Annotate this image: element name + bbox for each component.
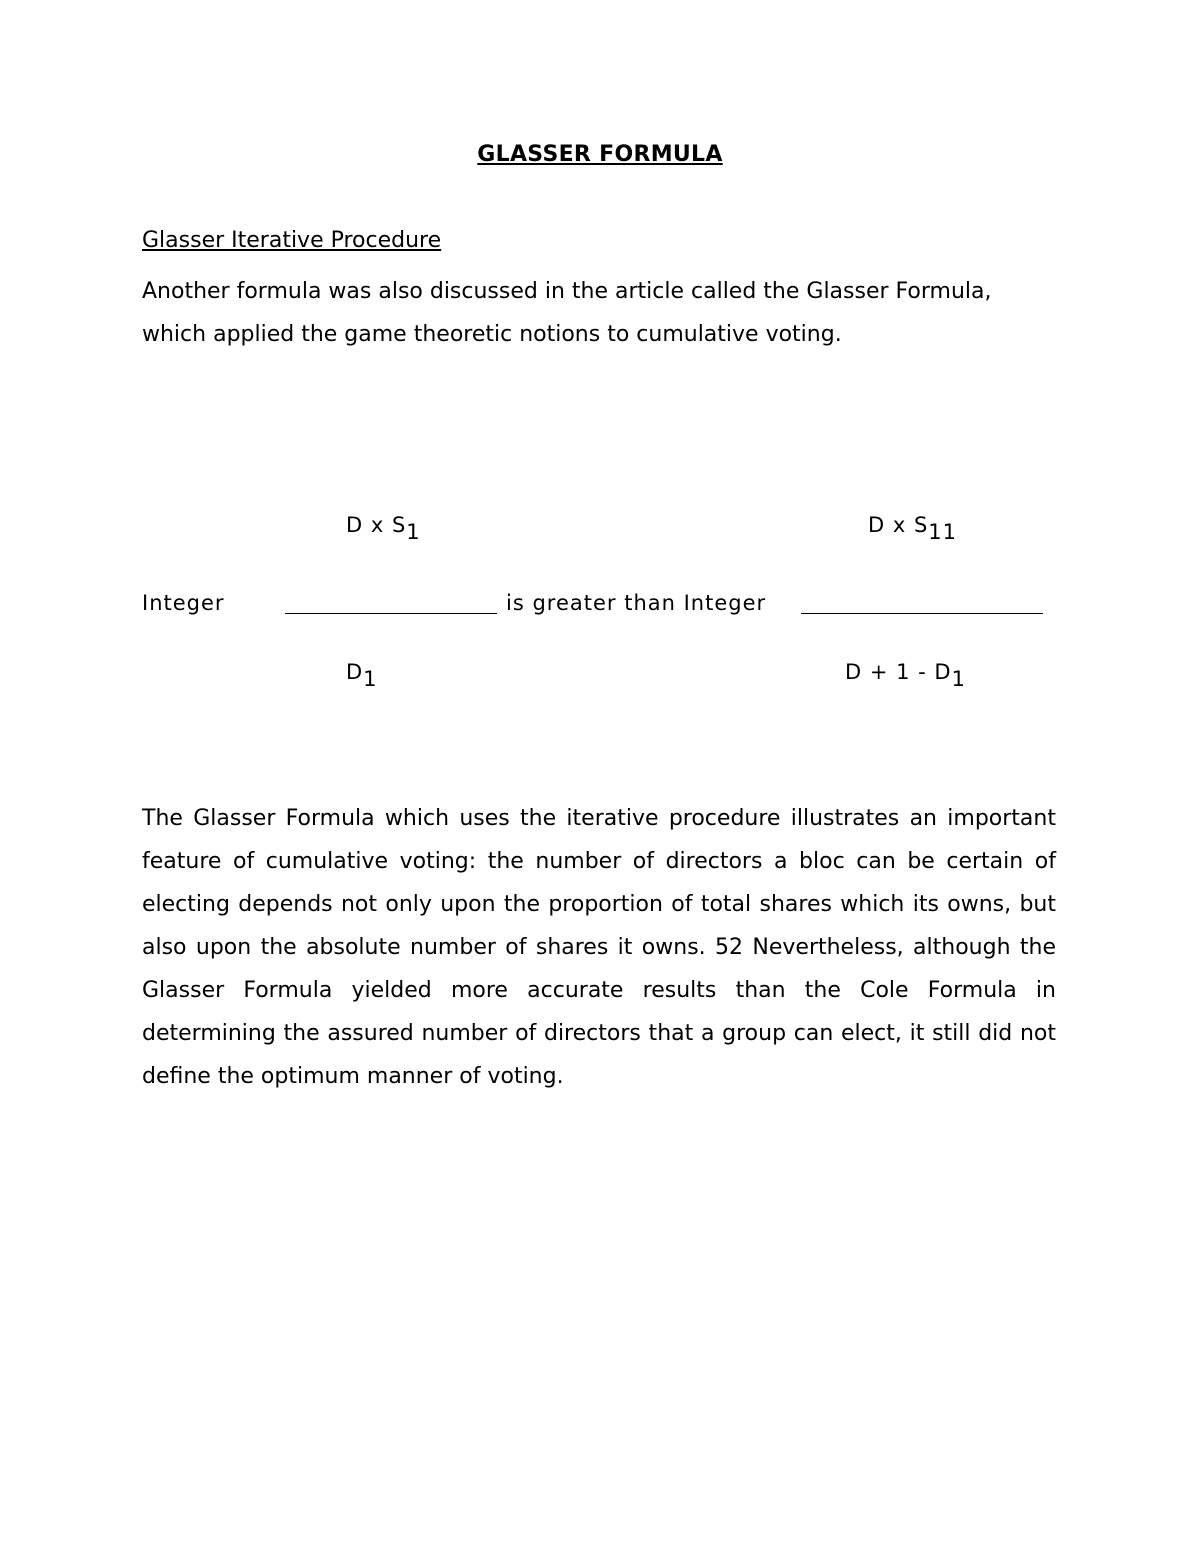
right-numerator: D x $S_{11}$ xyxy=(868,513,958,544)
integer-label: Integer xyxy=(142,591,225,615)
comparison-text: is greater than Integer xyxy=(506,591,767,615)
section-subheading: Glasser Iterative Procedure xyxy=(142,228,442,253)
right-denominator: $D + 1 - D_1$ xyxy=(845,660,966,691)
right-fraction-bar xyxy=(801,613,1043,614)
body-paragraph: The Glasser Formula which uses the iterative procedure illustrates an important feature of cumulative voting: the number of directors a bloc can be certain of electing depends not only upon the proportion of total shares which its owns, but also upon the absolute number of shares it owns. 52 Nevertheless, although the Glasser Formula yielded more accurate results than the Cole Formula in determining the assured number of directors that a group can elect, it still did not define the optimum manner of voting. xyxy=(142,806,1056,1089)
left-fraction-bar xyxy=(285,613,497,614)
left-denominator: $D_1$ xyxy=(346,660,378,691)
left-numerator: D x $S_1$ xyxy=(346,513,421,544)
document-title: GLASSER FORMULA xyxy=(477,142,723,167)
intro-line: which applied the game theoretic notions to cumulative voting. xyxy=(142,322,842,347)
intro-line: Another formula was also discussed in the article called the Glasser Formula, xyxy=(142,279,992,304)
intro-paragraph xyxy=(142,270,1058,356)
